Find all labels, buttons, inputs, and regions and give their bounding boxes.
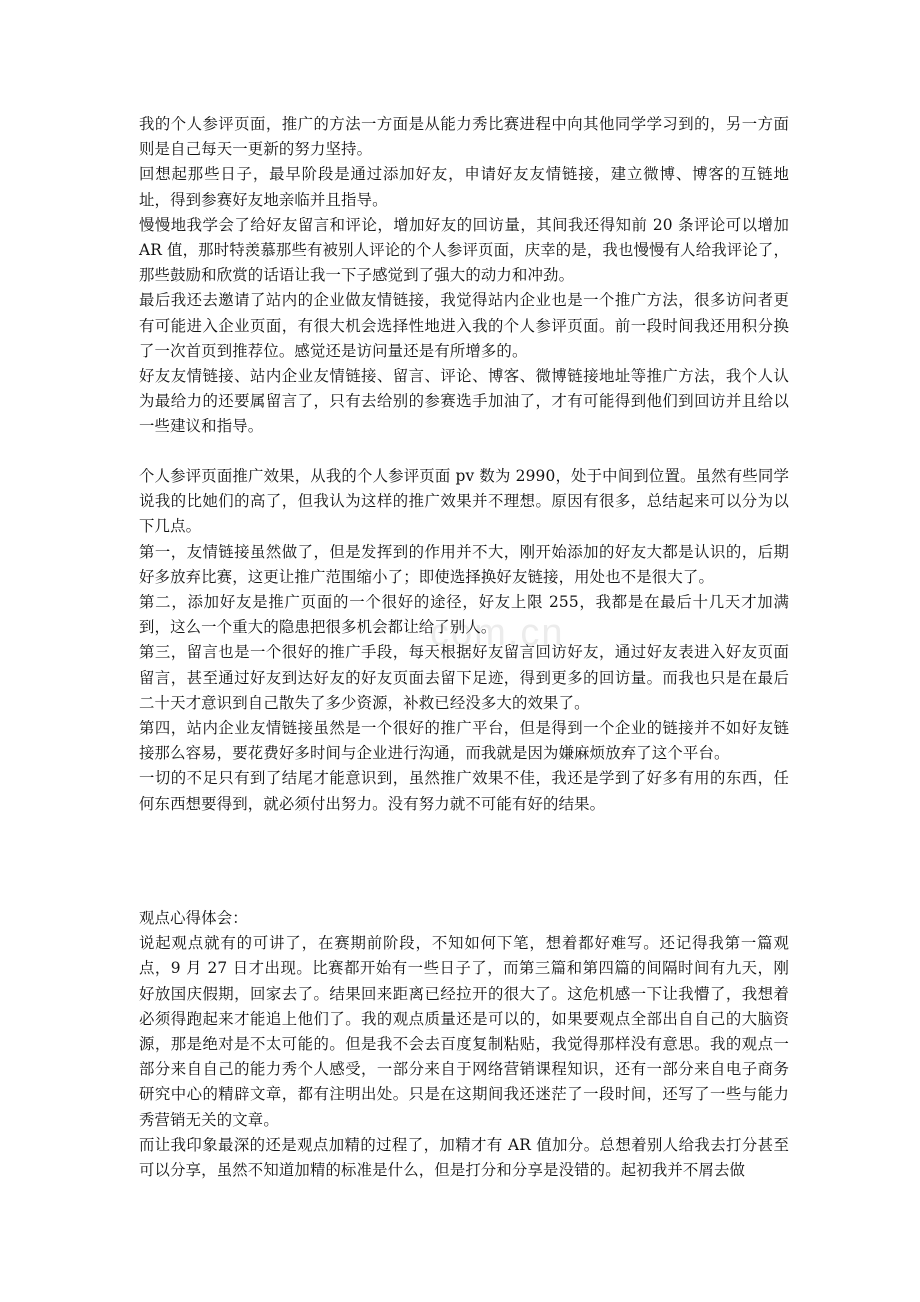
paragraph: 第三，留言也是一个很好的推广手段，每天根据好友留言回访好友，通过好友表进入好友页面留言，甚至通过好友到达好友的好友页面去留下足迹，得到更多的回访量。而我也只是在最后二十天才意识到自己散失了多少资源，补救已经没多大的效果了。 <box>139 643 789 712</box>
paragraph: 慢慢地我学会了给好友留言和评论，增加好友的回访量，其间我还得知前 20 条评论可以增加 AR 值，那时特羡慕那些有被别人评论的个人参评页面，庆幸的是，我也慢慢有人给我评论了，那些鼓励和欣赏的话语让我一下子感觉到了强大的动力和冲劲。 <box>139 215 789 285</box>
paragraph: 一切的不足只有到了结尾才能意识到，虽然推广效果不佳，我还是学到了好多有用的东西，任何东西想要得到，就必须付出努力。没有努力就不可能有好的结果。 <box>139 769 789 813</box>
section-promotion-methods <box>139 112 789 440</box>
paragraph: 我的个人参评页面，推广的方法一方面是从能力秀比赛进程中向其他同学学习到的，另一方面则是自己每天一更新的努力坚持。 <box>139 115 789 159</box>
paragraph: 个人参评页面推广效果，从我的个人参评页面 pv 数为 2990，处于中间到位置。虽然有些同学说我的比她们的高了，但我认为这样的推广效果并不理想。原因有很多，总结起来可以分为以下几点。 <box>139 467 789 536</box>
paragraph: 好友友情链接、站内企业友情链接、留言、评论、博客、微博链接地址等推广方法，我个人认为最给力的还要属留言了，只有去给别的参赛选手加油了，才有可能得到他们到回访并且给以一些建议和指导。 <box>139 367 789 436</box>
paragraph: 说起观点就有的可讲了，在赛期前阶段，不知如何下笔，想着都好难写。还记得我第一篇观点，9 月 27 日才出现。比赛都开始有一些日子了，而第三篇和第四篇的间隔时间有九天，刚好放国庆假期，回家去了。结果回来距离已经拉开的很大了。这危机感一下让我懵了，我想着必须得跑起来才能追上他们了。我的观点质量还是可以的，如果要观点全部出自自己的大脑资源，那是绝对是不太可能的。但是我不会去百度复制粘贴，我觉得那样没有意思。我的观点一部分来自自己的能力秀个人感受，一部分来自于网络营销课程知识，还有一部分来自电子商务研究中心的精辟文章，都有注明出处。只是在这期间我还迷茫了一段时间，还写了一些与能力秀营销无关的文章。 <box>139 934 789 1129</box>
paragraph: 而让我印象最深的还是观点加精的过程了，加精才有 AR 值加分。总想着别人给我去打分甚至可以分享，虽然不知道加精的标准是什么，但是打分和分享是没错的。起初我并不屑去做 <box>139 1135 789 1180</box>
paragraph: 最后我还去邀请了站内的企业做友情链接，我觉得站内企业也是一个推广方法，很多访问者更有可能进入企业页面，有很大机会选择性地进入我的个人参评页面。前一段时间我还用积分换了一次首页到推荐位。感觉还是访问量还是有所增多的。 <box>139 291 789 360</box>
paragraph: 第一，友情链接虽然做了，但是发挥到的作用并不大，刚开始添加的好友大都是认识的，后期好多放弃比赛，这更让推广范围缩小了；即使选择换好友链接，用处也不是很大了。 <box>139 542 789 586</box>
paragraph: 第二，添加好友是推广页面的一个很好的途径，好友上限 255，我都是在最后十几天才加满到，这么一个重大的隐患把很多机会都让给了别人。 <box>139 593 789 637</box>
section-heading: 观点心得体会： <box>139 909 248 927</box>
paragraph: 回想起那些日子，最早阶段是通过添加好友，申请好友友情链接，建立微博、博客的互链地址，得到参赛好友地亲临并且指导。 <box>139 165 789 209</box>
paragraph: 第四，站内企业友情链接虽然是一个很好的推广平台，但是得到一个企业的链接并不如好友链接那么容易，要花费好多时间与企业进行沟通，而我就是因为嫌麻烦放弃了这个平台。 <box>139 719 789 763</box>
section-promotion-effect <box>139 464 789 817</box>
watermark: com.cn <box>430 612 565 654</box>
section-viewpoint-experience <box>139 906 789 1183</box>
